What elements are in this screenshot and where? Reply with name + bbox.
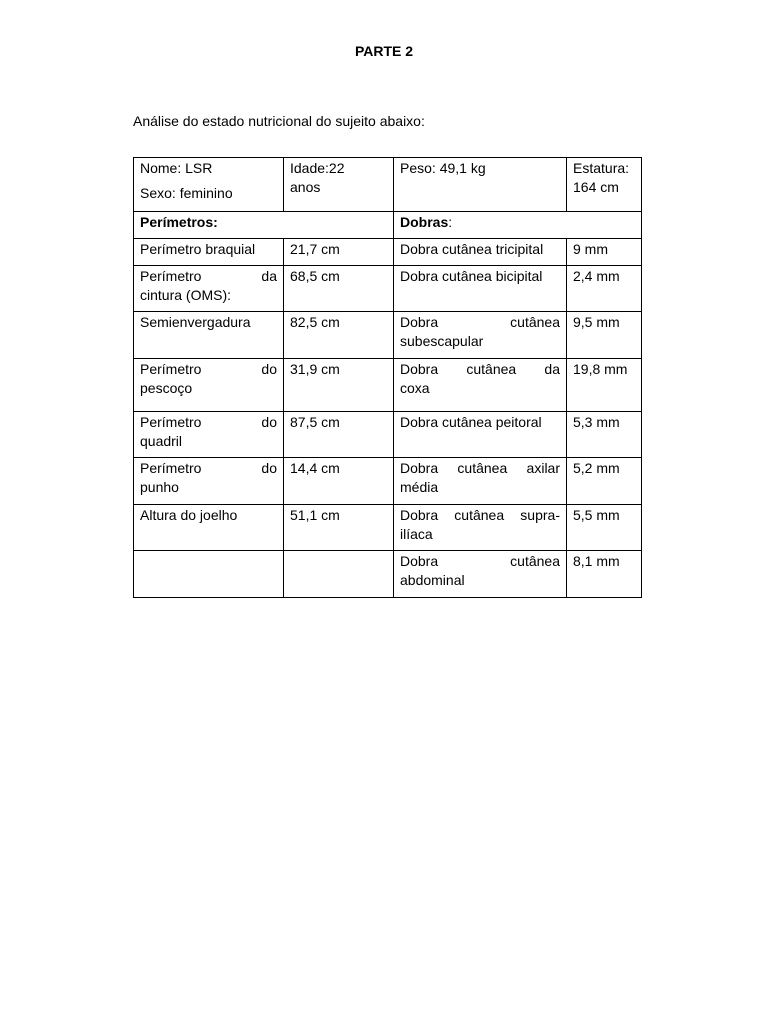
perimetro-label-line2: cintura (OMS):	[140, 287, 232, 303]
dobra-value: 19,8 mm	[567, 359, 642, 412]
page-title: PARTE 2	[354, 43, 414, 59]
dobra-value: 5,2 mm	[567, 458, 642, 505]
dobra-label-line1: Dobra cutânea supra-	[400, 507, 560, 523]
table-row	[134, 266, 642, 312]
perimetro-label-line1: Perímetro do	[140, 414, 277, 430]
subject-height-value: 164 cm	[573, 179, 619, 195]
perimetro-label-line2: punho	[140, 479, 179, 495]
dobra-label-line2: subescapular	[400, 333, 484, 349]
dobra-label	[394, 551, 567, 598]
subject-height-label: Estatura:	[573, 160, 630, 176]
perimetro-label-line1: Perímetro do	[140, 460, 277, 476]
perimetro-label-line1: Perímetro braquial	[140, 241, 256, 257]
table-row	[134, 359, 642, 412]
name-sex-cell	[134, 158, 284, 212]
dobra-label-line2: média	[400, 479, 439, 495]
perimetro-label-line1: Altura do joelho	[140, 507, 238, 523]
dobra-label-line1: Dobra cutânea	[400, 314, 560, 330]
dobra-value: 9 mm	[567, 239, 642, 266]
dobra-label	[394, 505, 567, 551]
dobra-label-line1: Dobra cutânea axilar	[400, 460, 560, 476]
weight-cell: Peso: 49,1 kg	[394, 158, 567, 212]
table-row	[134, 458, 642, 505]
perimetro-label	[134, 266, 284, 312]
table-row	[134, 551, 642, 598]
dobra-label-line2: ilíaca	[400, 526, 433, 542]
dobra-label	[394, 412, 567, 458]
dobra-value: 9,5 mm	[567, 312, 642, 359]
perimetro-label-line2: quadril	[140, 433, 183, 449]
dobra-value: 5,5 mm	[567, 505, 642, 551]
dobra-label	[394, 312, 567, 359]
table-row	[134, 312, 642, 359]
perimetro-label-line2: pescoço	[140, 380, 193, 396]
dobra-value: 2,4 mm	[567, 266, 642, 312]
table-row	[134, 412, 642, 458]
perimetro-label	[134, 239, 284, 266]
perimetro-value: 51,1 cm	[284, 505, 394, 551]
dobra-label-line1: Dobra cutânea bicipital	[400, 268, 543, 284]
dobra-value: 8,1 mm	[567, 551, 642, 598]
dobra-value: 5,3 mm	[567, 412, 642, 458]
table-row	[134, 239, 642, 266]
dobra-label-line2: coxa	[400, 380, 430, 396]
dobra-label-line1: Dobra cutânea da	[400, 361, 560, 377]
perimetro-label-line1: Perímetro do	[140, 361, 277, 377]
perimetro-label	[134, 412, 284, 458]
dobra-label	[394, 458, 567, 505]
perimetro-label	[134, 312, 284, 359]
table-row	[134, 505, 642, 551]
dobra-label	[394, 359, 567, 412]
perimetro-value: 87,5 cm	[284, 412, 394, 458]
subject-name: Nome: LSR	[140, 160, 213, 176]
dobra-label-line2: abdominal	[400, 572, 465, 588]
dobra-label-line1: Dobra cutânea tricipital	[400, 241, 544, 257]
dobra-label	[394, 266, 567, 312]
subject-age-unit: anos	[290, 179, 321, 195]
intro-text: Análise do estado nutricional do sujeito abaixo:	[133, 113, 425, 129]
info-row	[134, 158, 642, 212]
perimetro-label-line1: Perímetro da	[140, 268, 277, 284]
perimetro-value: 14,4 cm	[284, 458, 394, 505]
perimetro-label-line1: Semienvergadura	[140, 314, 251, 330]
dobra-label	[394, 239, 567, 266]
subject-sex: Sexo: feminino	[140, 185, 233, 201]
section-header-row	[134, 212, 642, 239]
age-cell	[284, 158, 394, 212]
height-cell	[567, 158, 642, 212]
perimetro-value: 21,7 cm	[284, 239, 394, 266]
dobra-label-line1: Dobra cutânea peitoral	[400, 414, 542, 430]
dobra-label-line1: Dobra cutânea	[400, 553, 560, 569]
perimetro-label	[134, 359, 284, 412]
perimetro-label	[134, 505, 284, 551]
perimetro-value: 31,9 cm	[284, 359, 394, 412]
perimetro-label	[134, 551, 284, 598]
subject-age: Idade:22	[290, 160, 345, 176]
perimetro-value: 82,5 cm	[284, 312, 394, 359]
anthropometry-table	[133, 157, 642, 598]
perimetro-value: 68,5 cm	[284, 266, 394, 312]
dobras-header: Dobras:	[394, 212, 642, 239]
perimetro-label	[134, 458, 284, 505]
perimetros-header: Perímetros:	[134, 212, 394, 239]
perimetro-value	[284, 551, 394, 598]
